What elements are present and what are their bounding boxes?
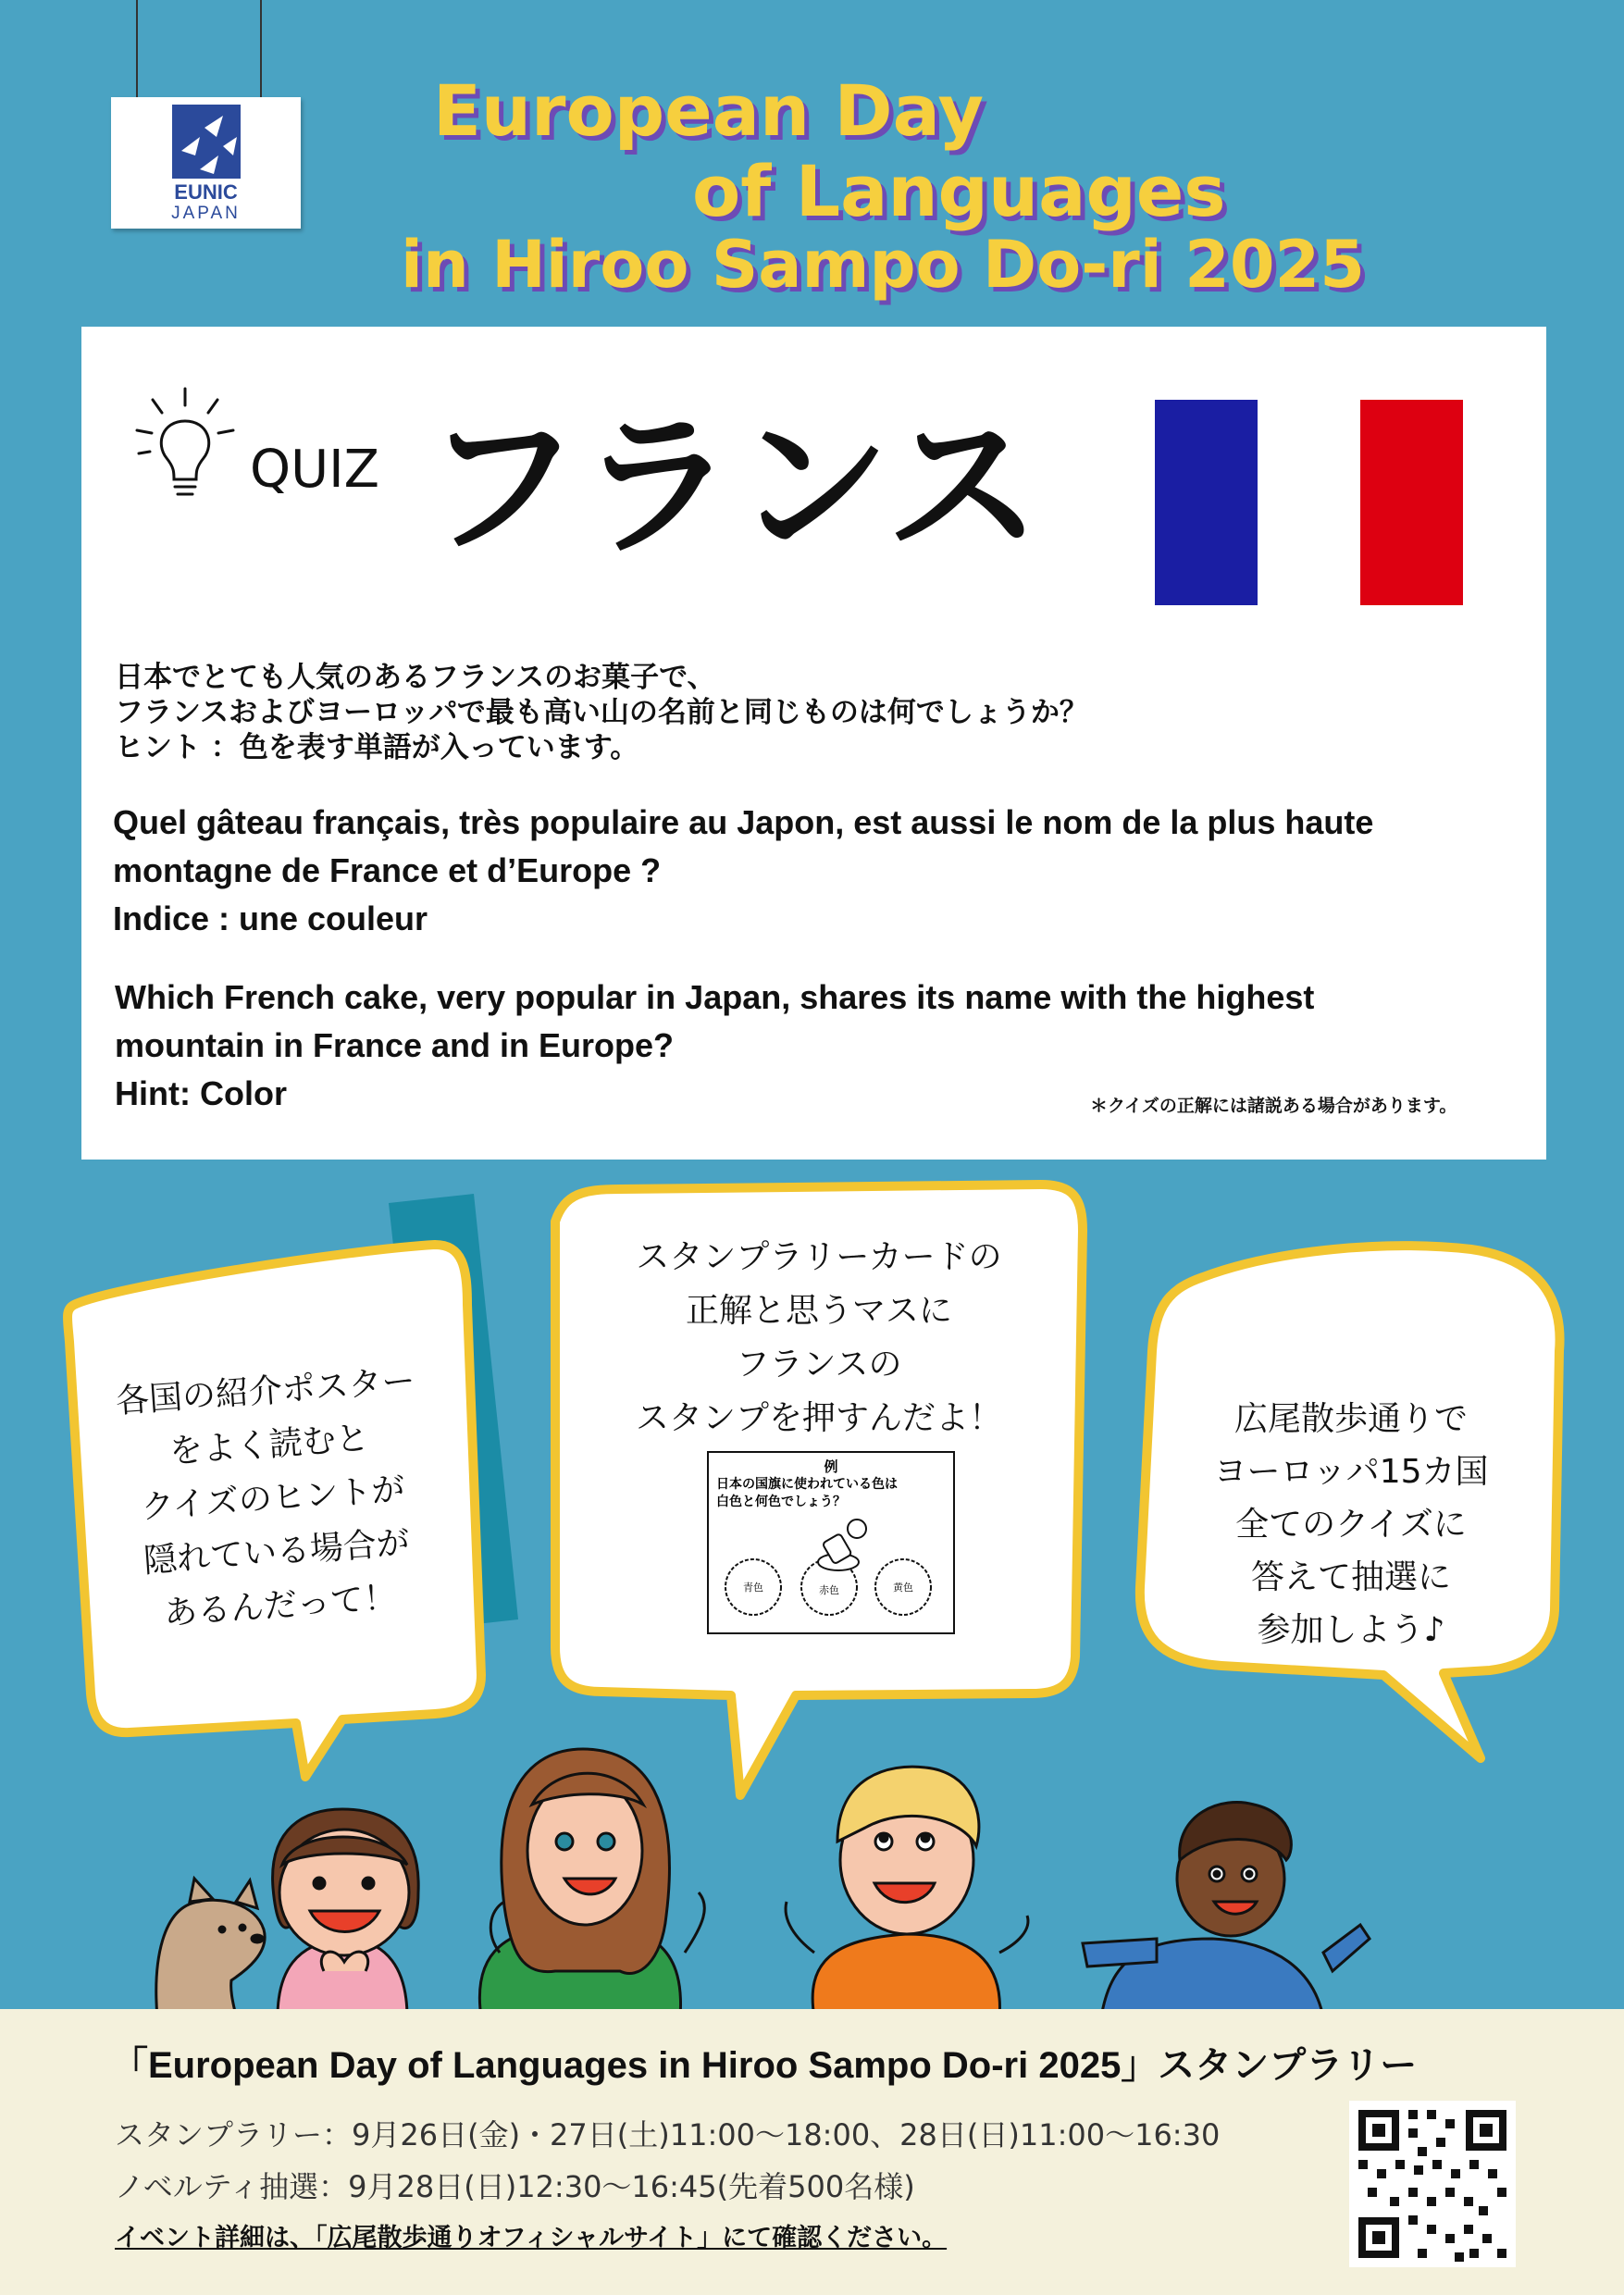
bubble-right-line: 答えて抽選に	[1250, 1558, 1451, 1596]
bubble-left-text	[79, 1352, 466, 1645]
bubble-left-line: 隠れている場合が	[142, 1523, 412, 1581]
characters-illustration	[0, 1740, 1624, 2017]
stamp-illustration	[709, 1453, 953, 1632]
dog-icon	[156, 1879, 265, 2017]
boy-orange-icon	[786, 1767, 1028, 2017]
bubble-left-line: クイズのヒントが	[139, 1470, 406, 1527]
example-question-line: 日本の国旗に使われている色は	[716, 1477, 898, 1492]
title-line-1: European Day	[433, 69, 985, 152]
country-title: フランス	[424, 396, 1041, 577]
question-japanese	[115, 660, 1088, 765]
question-en-line: mountain in France and in Europe?	[115, 1026, 675, 1064]
question-fr-line: Quel gâteau français, très populaire au Japon, est aussi le nom de la plus haute	[113, 803, 1374, 841]
bubble-right-line: 広尾散歩通りで	[1233, 1400, 1468, 1438]
bubble-right-text	[1157, 1393, 1545, 1656]
logo-text-eunic: EUNIC	[174, 180, 238, 204]
girl-pink-icon	[273, 1809, 419, 2017]
footer-details-link[interactable]: イベント詳細は、「広尾散歩通りオフィシャルサイト」にて確認ください。	[115, 2224, 948, 2252]
flag-blue-stripe	[1155, 400, 1258, 605]
question-fr-line: montagne de France et d’Europe ?	[113, 851, 662, 889]
bubble-middle-line: スタンプラリーカードの	[636, 1238, 1002, 1276]
bubble-middle-text	[583, 1231, 1055, 1445]
bubble-right-line: 参加しよう♪	[1257, 1611, 1445, 1649]
flag-red-stripe	[1360, 400, 1463, 605]
qr-code-icon	[1349, 2101, 1516, 2267]
bubble-middle-line: フランスの	[736, 1346, 902, 1383]
question-french	[113, 799, 1373, 943]
footer-stamp-rally: スタンプラリー：9月26日(金)・27日(土)11:00～18:00、28日(日)11:00～16:30	[115, 2117, 1221, 2152]
boy-blue-icon	[1083, 1803, 1370, 2018]
example-stamp-card	[707, 1451, 955, 1634]
quiz-label: QUIZ	[250, 440, 379, 500]
bubble-right-line: 全てのクイズに	[1235, 1506, 1467, 1544]
title-line-3: in Hiroo Sampo Do-ri 2025	[401, 227, 1365, 303]
hanging-strings	[0, 0, 370, 102]
question-en-line: Which French cake, very popular in Japan, shares its name with the highest	[115, 978, 1315, 1016]
bubble-right-line: ヨーロッパ15カ国	[1213, 1453, 1489, 1491]
bubble-left-line: あるんだって！	[162, 1578, 399, 1633]
eunic-logo-mark	[172, 105, 241, 179]
question-en-line: Hint: Color	[115, 1074, 287, 1112]
stars-icon	[172, 105, 241, 179]
bubble-middle-line: 正解と思うマスに	[685, 1292, 952, 1330]
footer-lottery: ノベルティ抽選：9月28日(日)12:30～16:45(先着500名様)	[115, 2169, 915, 2204]
question-jp-line: 日本でとても人気のあるフランスのお菓子で、	[115, 661, 716, 694]
example-question-line: 白色と何色でしょう？	[716, 1495, 846, 1509]
question-jp-line: ヒント ：色を表す単語が入っています。	[115, 731, 639, 764]
eunic-logo	[111, 97, 301, 229]
example-title: 例	[824, 1458, 838, 1475]
option-blue: 青色	[743, 1582, 763, 1594]
lightbulb-icon	[130, 379, 250, 509]
option-yellow: 黄色	[893, 1582, 913, 1594]
bubble-left-line: 各国の紹介ポスター	[114, 1362, 416, 1421]
bubble-middle-line: スタンプを押すんだよ！	[635, 1399, 1002, 1437]
qr-code[interactable]	[1349, 2101, 1516, 2267]
footer-title: 「European Day of Languages in Hiroo Sampo Do-ri 2025」スタンプラリー	[111, 2045, 1418, 2086]
question-jp-line: フランスおよびヨーロッパで最も高い山の名前と同じものは何でしょうか？	[115, 696, 1088, 729]
quiz-note: ＊クイズの正解には諸説ある場合があります。	[1090, 1096, 1457, 1116]
question-fr-line: Indice : une couleur	[113, 899, 428, 937]
bubble-left-line: をよく読むと	[167, 1419, 371, 1471]
option-red: 赤色	[819, 1584, 839, 1596]
title-line-2: of Languages	[692, 150, 1226, 232]
logo-text-japan: JAPAN	[171, 204, 241, 223]
girl-green-icon	[479, 1749, 704, 2017]
